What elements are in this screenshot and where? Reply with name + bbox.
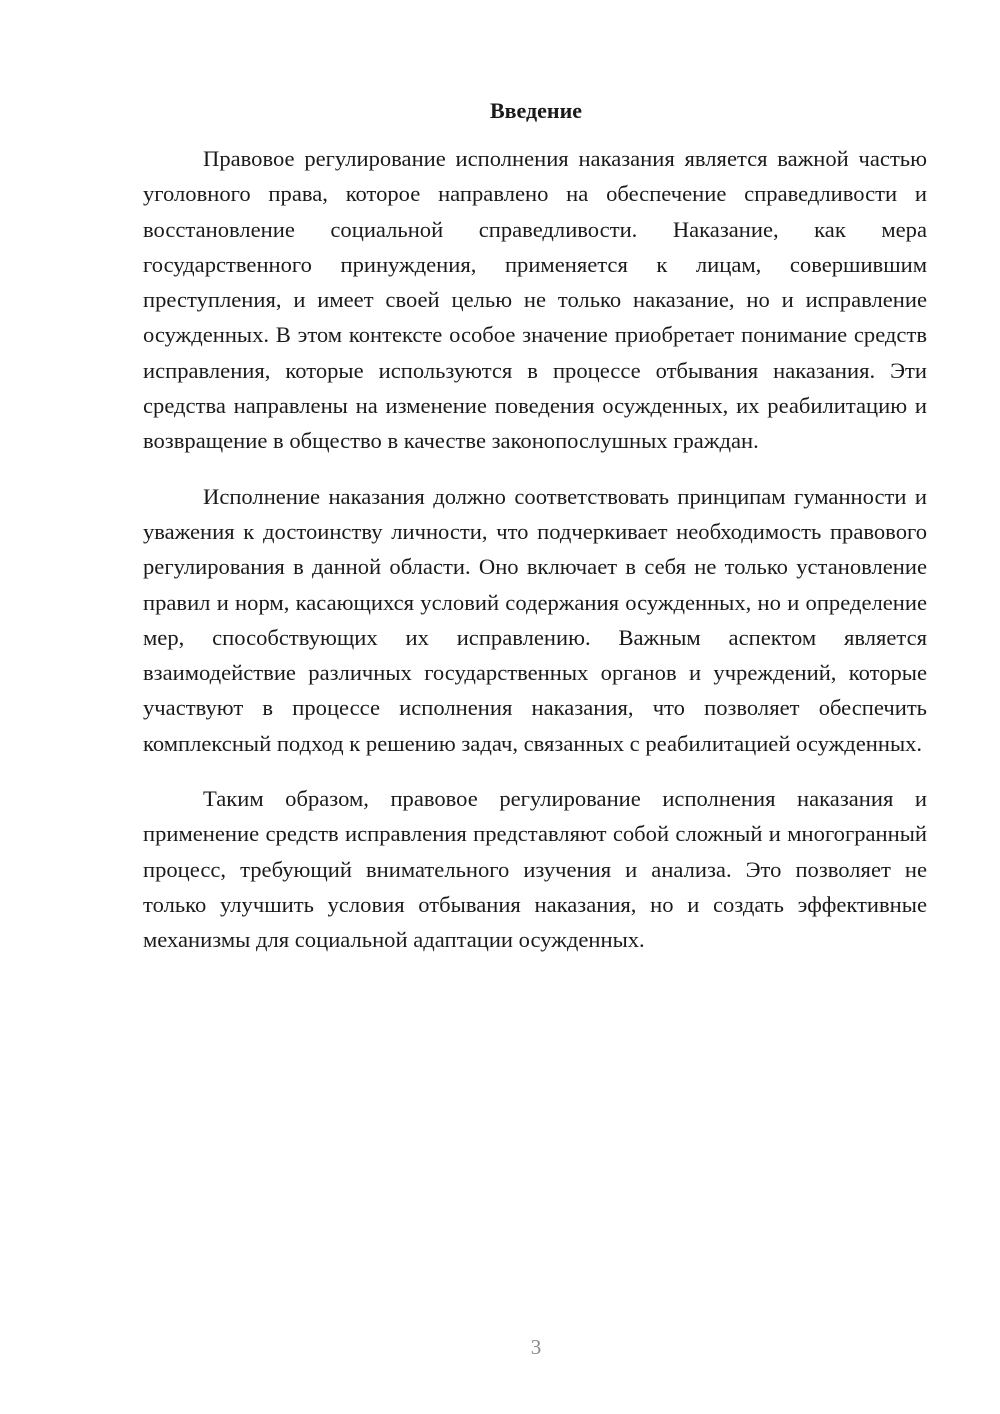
paragraph-3: Таким образом, правовое регулирование исполнения наказания и применение средств исправления представляют собой сложный и многогранный процесс, требующий внимательного изучения и анализа. Это позволяет не только улучшить условия отбывания наказания, но и создать эффективные механизмы для социальной адаптации осужденных.: [143, 786, 927, 953]
page-number: 3: [530, 1335, 542, 1359]
paragraph-2: Исполнение наказания должно соответствовать принципам гуманности и уважения к достоинству личности, что подчеркивает необходимость правового регулирования в данной области. Оно включает в себя не только установление правил и норм, касающихся условий содержания осужденных, но и определение мер, способствующих их исправлению. Важным аспектом является взаимодействие различных государственных органов и учреждений, которые участвуют в процессе исполнения наказания, что позволяет обеспечить комплексный подход к решению задач, связанных с реабилитацией осужденных.: [143, 483, 927, 756]
paragraph-1: Правовое регулирование исполнения наказания является важной частью уголовного права, которое направлено на обеспечение справедливости и восстановление социальной справедливости. Наказание, как мера государственного принуждения, применяется к лицам, совершившим преступления, и имеет своей целью не только наказание, но и исправление осужденных. В этом контексте особое значение приобретает понимание средств исправления, которые используются в процессе отбывания наказания. Эти средства направлены на изменение поведения осужденных, их реабилитацию и возвращение в общество в качестве законопослушных граждан.: [143, 146, 927, 454]
body-text: [143, 141, 927, 978]
page-title: Введение: [489, 98, 583, 123]
